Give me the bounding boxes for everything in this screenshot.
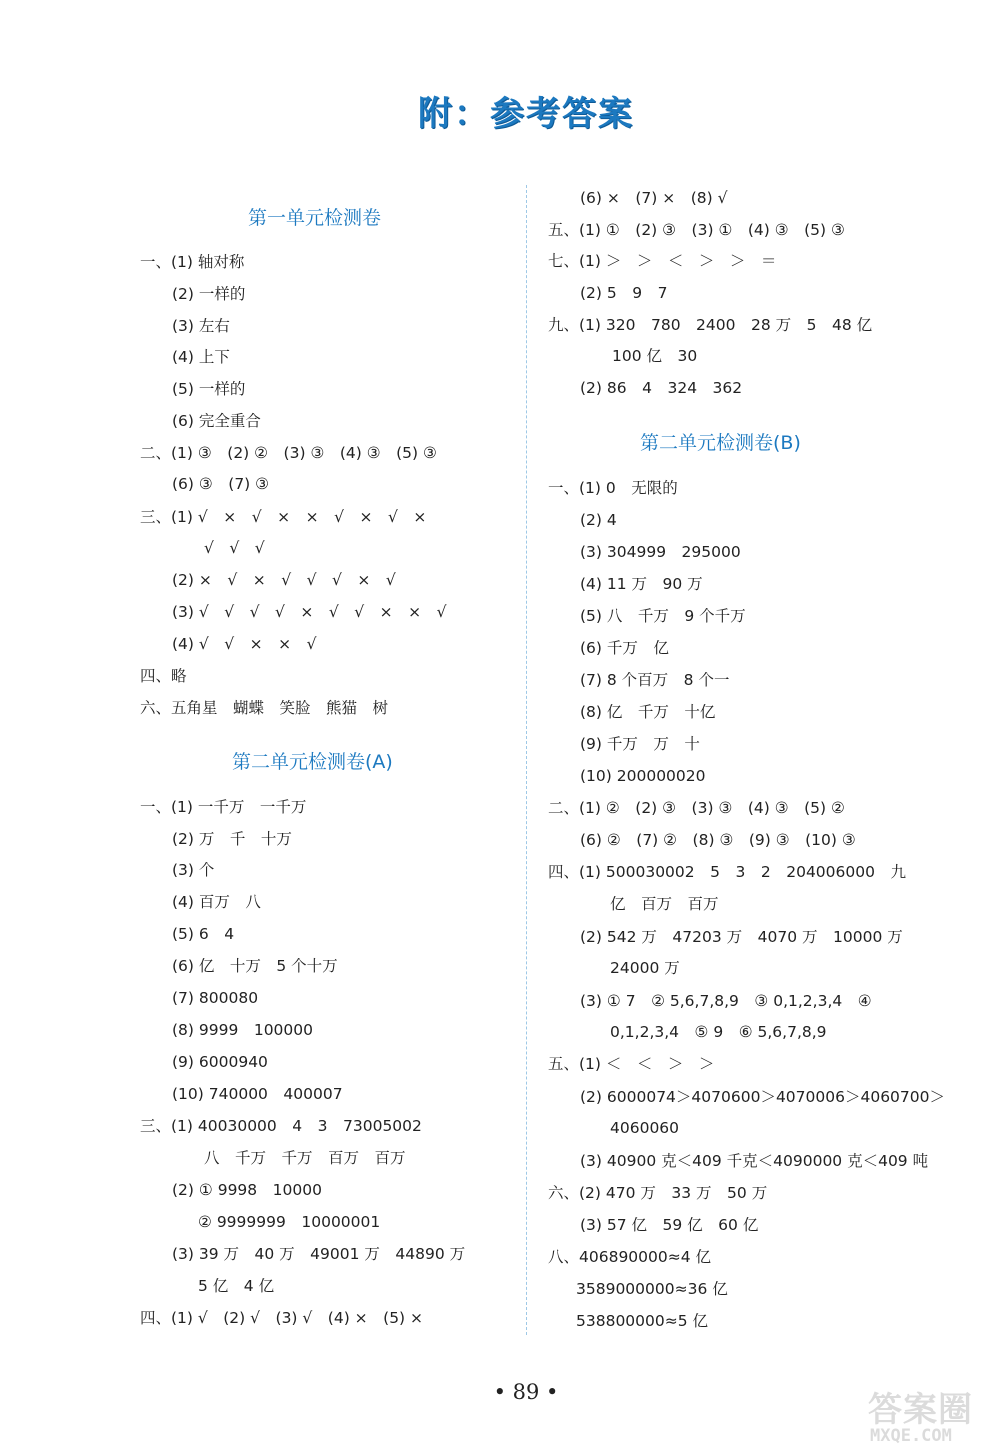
answer-line: (9) 6000940 xyxy=(172,1053,268,1071)
answer-line: 一、(1) 轴对称 xyxy=(140,253,245,271)
answer-line: 四、略 xyxy=(140,667,187,685)
answer-line: (5) 6 4 xyxy=(172,925,235,943)
answer-line: 四、(1) √ (2) √ (3) √ (4) × (5) × xyxy=(140,1309,424,1327)
answer-line: 100 亿 30 xyxy=(612,347,698,365)
answer-line: (2) ① 9998 10000 xyxy=(172,1181,322,1199)
answer-line: (2) 4 xyxy=(580,511,617,529)
answer-line: 一、(1) 0 无限的 xyxy=(548,479,678,497)
answer-line: (2) 5 9 7 xyxy=(580,284,668,302)
answer-line: (4) 11 万 90 万 xyxy=(580,575,703,593)
watermark-text: 答案圈 xyxy=(868,1390,973,1430)
answer-line: 七、(1) ＞ ＞ ＜ ＞ ＞ ＝ xyxy=(548,252,777,270)
answer-line: 亿 百万 百万 xyxy=(610,895,719,913)
answer-line: (6) 完全重合 xyxy=(172,412,261,430)
answer-line: 0,1,2,3,4 ⑤ 9 ⑥ 5,6,7,8,9 xyxy=(610,1023,827,1041)
answer-line: 5 亿 4 亿 xyxy=(198,1277,275,1295)
answer-line: (2) 6000074＞4070600＞4070006＞4060700＞ xyxy=(580,1088,946,1106)
answer-line: (7) 8 个百万 8 个一 xyxy=(580,671,730,689)
answer-line: (3) ① 7 ② 5,6,7,8,9 ③ 0,1,2,3,4 ④ xyxy=(580,992,872,1010)
watermark-url: MXQE.COM xyxy=(870,1426,952,1446)
answer-line: 一、(1) 一千万 一千万 xyxy=(140,798,307,816)
answer-line: (2) 一样的 xyxy=(172,285,246,303)
page-title: 附：参考答案 xyxy=(418,94,634,134)
answer-line: (6) ③ (7) ③ xyxy=(172,475,270,493)
answer-line: 三、(1) √ × √ × × √ × √ × xyxy=(140,508,427,526)
answer-line: (6) 千万 亿 xyxy=(580,639,669,657)
answer-line: (4) 上下 xyxy=(172,348,230,366)
answer-line: (5) 八 千万 9 个千万 xyxy=(580,607,746,625)
answer-line: 五、(1) ＜ ＜ ＞ ＞ xyxy=(548,1055,715,1073)
section-heading-unit1: 第一单元检测卷 xyxy=(248,207,382,229)
answer-line: √ √ √ xyxy=(204,539,265,557)
answer-line: (10) 740000 400007 xyxy=(172,1085,343,1103)
answer-line: (3) √ √ √ √ × √ √ × × √ xyxy=(172,603,447,621)
watermark-logo xyxy=(868,1382,998,1452)
column-divider xyxy=(526,185,527,1335)
answer-line: (2) × √ × √ √ √ × √ xyxy=(172,571,396,589)
page-number: • 89 • xyxy=(493,1380,559,1404)
answer-line: (3) 304999 295000 xyxy=(580,543,741,561)
answer-line: (6) 亿 十万 5 个十万 xyxy=(172,957,338,975)
answer-line: (10) 200000020 xyxy=(580,767,706,785)
answer-line: 二、(1) ② (2) ③ (3) ③ (4) ③ (5) ② xyxy=(548,799,845,817)
answer-line: (2) 86 4 324 362 xyxy=(580,379,743,397)
answer-line: 八 千万 千万 百万 百万 xyxy=(204,1149,406,1167)
answer-line: 4060060 xyxy=(610,1119,680,1137)
answer-line: (3) 40900 克＜409 千克＜4090000 克＜409 吨 xyxy=(580,1152,929,1170)
answer-line: (6) ② (7) ② (8) ③ (9) ③ (10) ③ xyxy=(580,831,856,849)
answer-line: (2) 万 千 十万 xyxy=(172,830,292,848)
answer-line: (6) × (7) × (8) √ xyxy=(580,189,728,207)
section-heading-unit2a: 第二单元检测卷(A) xyxy=(232,751,393,773)
answer-line: (4) 百万 八 xyxy=(172,893,261,911)
answer-line: 六、(2) 470 万 33 万 50 万 xyxy=(548,1184,768,1202)
section-heading-unit2b: 第二单元检测卷(B) xyxy=(640,432,801,454)
answer-line: (4) √ √ × × √ xyxy=(172,635,317,653)
answer-line: (7) 800080 xyxy=(172,989,259,1007)
answer-line: 九、(1) 320 780 2400 28 万 5 48 亿 xyxy=(548,316,873,334)
answer-line: (2) 542 万 47203 万 4070 万 10000 万 xyxy=(580,928,903,946)
answer-line: (3) 左右 xyxy=(172,317,230,335)
answer-line: 24000 万 xyxy=(610,959,680,977)
answer-line: (3) 57 亿 59 亿 60 亿 xyxy=(580,1216,759,1234)
answer-line: (9) 千万 万 十 xyxy=(580,735,700,753)
answer-line: (5) 一样的 xyxy=(172,380,246,398)
answer-line: ② 9999999 10000001 xyxy=(198,1213,381,1231)
answer-line: (8) 9999 100000 xyxy=(172,1021,313,1039)
answer-line: (3) 39 万 40 万 49001 万 44890 万 xyxy=(172,1245,466,1263)
answer-line: 五、(1) ① (2) ③ (3) ① (4) ③ (5) ③ xyxy=(548,221,845,239)
answer-line: (3) 个 xyxy=(172,861,215,879)
answer-line: 八、406890000≈4 亿 xyxy=(548,1248,712,1266)
answer-line: (8) 亿 千万 十亿 xyxy=(580,703,716,721)
answer-line: 二、(1) ③ (2) ② (3) ③ (4) ③ (5) ③ xyxy=(140,444,437,462)
answer-line: 三、(1) 40030000 4 3 73005002 xyxy=(140,1117,422,1135)
answer-line: 四、(1) 500030002 5 3 2 204006000 九 xyxy=(548,863,906,881)
answer-line: 六、五角星 蝴蝶 笑脸 熊猫 树 xyxy=(140,699,389,717)
answer-line: 3589000000≈36 亿 xyxy=(576,1280,728,1298)
answer-line: 538800000≈5 亿 xyxy=(576,1312,709,1330)
